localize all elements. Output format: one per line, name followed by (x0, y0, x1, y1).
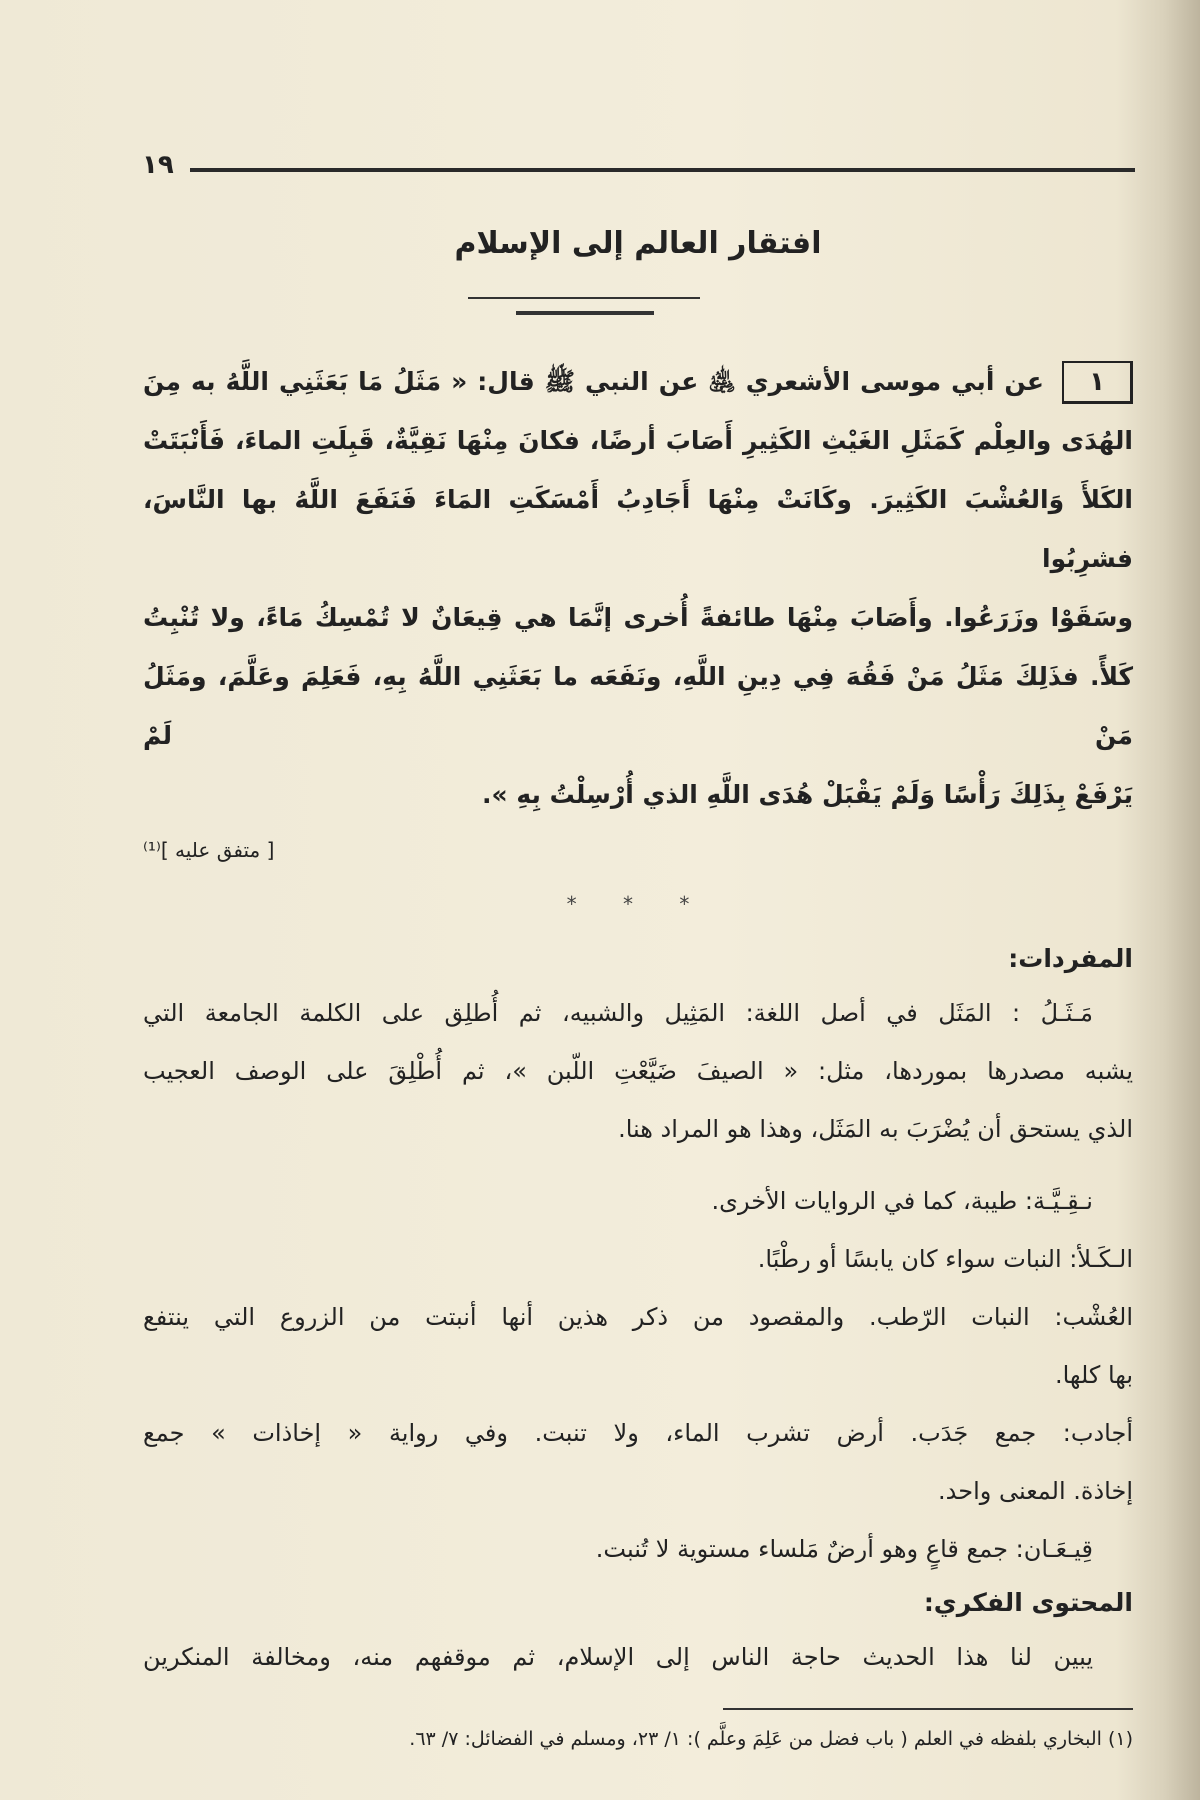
chapter-title: افتقار العالم إلى الإسلام (454, 226, 822, 261)
vocab-line: الذي يستحق أن يُضْرَبَ به المَثَل، وهذا هو المراد هنا. (618, 1115, 1133, 1143)
page-body (143, 352, 1133, 1754)
vocab-line: أجادب: جمع جَدَب. أرض تشرب الماء، ولا تنبت. وفي رواية « إخاذات » جمع (143, 1419, 1133, 1447)
title-rule-upper (468, 297, 700, 299)
hadith-line: الهُدَى والعِلْم كَمَثَلِ الغَيْثِ الكَثِيرِ أَصَابَ أرضًا، فكانَ مِنْهَا نَقِيَّةٌ، قَبِلَتِ الماءَ، فَأَنْبَتَتْ (143, 426, 1133, 455)
footnote: (١) البخاري بلفظه في العلم ( باب فضل من عَلِمَ وعلَّم ): ١/ ٢٣، ومسلم في الفضائل: ٧/ ٦٣. (409, 1728, 1133, 1750)
vocab-line: الـكَـلأ: النبات سواء كان يابسًا أو رطْبًا. (757, 1245, 1133, 1273)
vocab-line: قِيـعَـان: جمع قاعٍ وهو أرضٌ مَلساء مستوية لا تُنبت. (595, 1535, 1093, 1563)
hadith-number-box: ١ (1062, 361, 1133, 404)
content-line: يبين لنا هذا الحديث حاجة الناس إلى الإسلام، ثم موقفهم منه، ومخالفة المنكرين (143, 1643, 1093, 1671)
title-rule-lower (516, 311, 654, 315)
header-rule (190, 168, 1135, 172)
hadith-source: [ متفق عليه ]⁽¹⁾ (143, 838, 275, 862)
vocab-line: بها كلها. (1054, 1361, 1133, 1389)
hadith-line: عن أبي موسى الأشعري ﵁ عن النبي ﷺ قال: « مَثَلُ مَا بَعَثَنِي اللَّهُ به مِنَ (143, 367, 1044, 396)
vocab-line: العُشْب: النبات الرّطب. والمقصود من ذكر هذين أنها أنبتت من الزروع التي ينتفع (143, 1303, 1133, 1331)
footnote-rule (723, 1708, 1133, 1710)
vocab-line: نـقِـيَّـة: طيبة، كما في الروايات الأخرى. (711, 1187, 1093, 1215)
vocab-line: يشبه مصدرها بموردها، مثل: « الصيفَ ضَيَّعْتِ اللّبن »، ثم أُطْلِقَ على الوصف العجيب (143, 1057, 1133, 1085)
hadith-line: كَلأً. فذَلِكَ مَثَلُ مَنْ فَقُهَ فِي دِينِ اللَّهِ، ونَفَعَه ما بَعَثَنِي اللَّهُ بِهِ، فَعَلِمَ وعَلَّمَ، ومَثَلُ مَنْ لَمْ (143, 662, 1133, 750)
hadith-line: الكَلأَ وَالعُشْبَ الكَثِيرَ. وكَانَتْ مِنْهَا أَجَادِبُ أَمْسَكَتِ المَاءَ فَنَفَعَ اللَّهُ بها النَّاسَ، فشرِبُوا (143, 485, 1133, 573)
section-separator: * * * (566, 892, 710, 916)
vocab-line: إخاذة. المعنى واحد. (938, 1477, 1133, 1505)
page-number: ١٩ (142, 150, 174, 180)
hadith-line: يَرْفَعْ بِذَلِكَ رَأْسًا وَلَمْ يَقْبَلْ هُدَى اللَّهِ الذي أُرْسِلْتُ بِهِ ». (481, 780, 1133, 809)
vocab-heading: المفردات: (1008, 944, 1133, 973)
hadith-line: وسَقَوْا وزَرَعُوا. وأَصَابَ مِنْهَا طائفةً أُخرى إنَّمَا هي قِيعَانٌ لا تُمْسِكُ مَاءً، ولا تُنْبِتُ (143, 603, 1133, 632)
content-heading: المحتوى الفكري: (923, 1588, 1133, 1617)
vocab-line: مَـثَـلُ : المَثَل في أصل اللغة: المَثِيل والشبيه، ثم أُطلِق على الكلمة الجامعة التي (143, 999, 1093, 1027)
